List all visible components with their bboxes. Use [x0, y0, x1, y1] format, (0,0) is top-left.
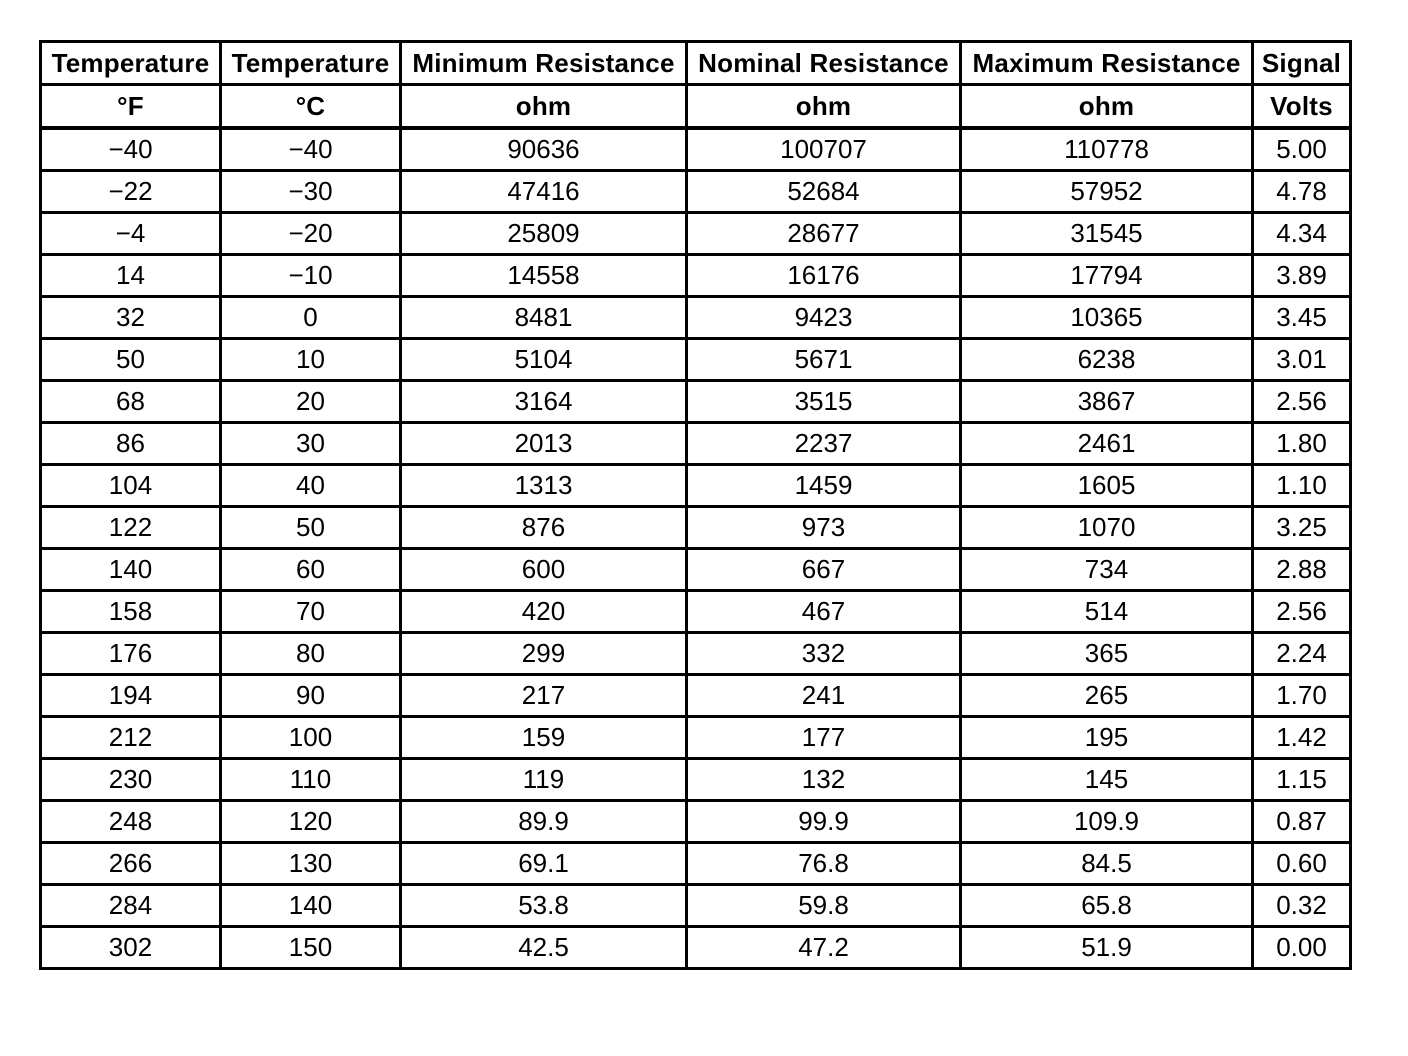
header-nominal-resistance: Nominal Resistance [687, 42, 961, 85]
cell-signal-volts: 2.24 [1253, 633, 1351, 675]
cell-min-resistance: 89.9 [401, 801, 687, 843]
cell-temperature-f: 86 [41, 423, 221, 465]
cell-min-resistance: 90636 [401, 128, 687, 171]
cell-signal-volts: 3.45 [1253, 297, 1351, 339]
cell-temperature-c: 80 [221, 633, 401, 675]
cell-min-resistance: 876 [401, 507, 687, 549]
table-row [41, 171, 1351, 213]
unit-ohm-min: ohm [401, 85, 687, 129]
cell-temperature-c: 20 [221, 381, 401, 423]
cell-temperature-c: 150 [221, 927, 401, 969]
cell-temperature-f: 302 [41, 927, 221, 969]
cell-max-resistance: 195 [961, 717, 1253, 759]
cell-signal-volts: 0.32 [1253, 885, 1351, 927]
cell-signal-volts: 5.00 [1253, 128, 1351, 171]
table-row [41, 801, 1351, 843]
cell-nominal-resistance: 100707 [687, 128, 961, 171]
header-maximum-resistance: Maximum Resistance [961, 42, 1253, 85]
cell-nominal-resistance: 99.9 [687, 801, 961, 843]
cell-signal-volts: 2.56 [1253, 591, 1351, 633]
cell-nominal-resistance: 667 [687, 549, 961, 591]
cell-min-resistance: 47416 [401, 171, 687, 213]
cell-nominal-resistance: 2237 [687, 423, 961, 465]
cell-signal-volts: 0.60 [1253, 843, 1351, 885]
cell-temperature-c: −20 [221, 213, 401, 255]
cell-nominal-resistance: 47.2 [687, 927, 961, 969]
table-row [41, 633, 1351, 675]
table-row [41, 339, 1351, 381]
cell-max-resistance: 51.9 [961, 927, 1253, 969]
unit-celsius: °C [221, 85, 401, 129]
cell-signal-volts: 2.88 [1253, 549, 1351, 591]
cell-temperature-c: 110 [221, 759, 401, 801]
table-row [41, 465, 1351, 507]
cell-max-resistance: 1070 [961, 507, 1253, 549]
header-signal: Signal [1253, 42, 1351, 85]
cell-temperature-f: 50 [41, 339, 221, 381]
cell-max-resistance: 110778 [961, 128, 1253, 171]
cell-min-resistance: 159 [401, 717, 687, 759]
cell-temperature-f: 176 [41, 633, 221, 675]
cell-temperature-c: 70 [221, 591, 401, 633]
cell-temperature-f: −4 [41, 213, 221, 255]
cell-temperature-f: 32 [41, 297, 221, 339]
table-row [41, 717, 1351, 759]
table-row [41, 297, 1351, 339]
header-temperature-c: Temperature [221, 42, 401, 85]
cell-min-resistance: 3164 [401, 381, 687, 423]
cell-nominal-resistance: 132 [687, 759, 961, 801]
cell-temperature-c: 40 [221, 465, 401, 507]
cell-min-resistance: 42.5 [401, 927, 687, 969]
cell-nominal-resistance: 3515 [687, 381, 961, 423]
header-name-row [41, 42, 1351, 85]
cell-signal-volts: 1.80 [1253, 423, 1351, 465]
cell-min-resistance: 8481 [401, 297, 687, 339]
cell-temperature-f: 158 [41, 591, 221, 633]
cell-nominal-resistance: 5671 [687, 339, 961, 381]
cell-signal-volts: 4.78 [1253, 171, 1351, 213]
cell-temperature-c: 90 [221, 675, 401, 717]
cell-nominal-resistance: 1459 [687, 465, 961, 507]
table-row [41, 549, 1351, 591]
cell-temperature-f: −22 [41, 171, 221, 213]
cell-max-resistance: 3867 [961, 381, 1253, 423]
temperature-resistance-table [39, 40, 1352, 970]
cell-max-resistance: 2461 [961, 423, 1253, 465]
cell-max-resistance: 65.8 [961, 885, 1253, 927]
cell-min-resistance: 1313 [401, 465, 687, 507]
cell-signal-volts: 3.25 [1253, 507, 1351, 549]
table-row [41, 591, 1351, 633]
cell-signal-volts: 1.10 [1253, 465, 1351, 507]
header-temperature-f: Temperature [41, 42, 221, 85]
cell-temperature-c: 130 [221, 843, 401, 885]
cell-signal-volts: 3.89 [1253, 255, 1351, 297]
cell-nominal-resistance: 332 [687, 633, 961, 675]
cell-temperature-f: −40 [41, 128, 221, 171]
cell-min-resistance: 2013 [401, 423, 687, 465]
cell-temperature-f: 140 [41, 549, 221, 591]
table-row [41, 759, 1351, 801]
cell-min-resistance: 217 [401, 675, 687, 717]
cell-nominal-resistance: 59.8 [687, 885, 961, 927]
table-row [41, 381, 1351, 423]
cell-temperature-f: 266 [41, 843, 221, 885]
cell-temperature-c: 120 [221, 801, 401, 843]
unit-ohm-max: ohm [961, 85, 1253, 129]
cell-max-resistance: 17794 [961, 255, 1253, 297]
table-row [41, 255, 1351, 297]
cell-signal-volts: 0.00 [1253, 927, 1351, 969]
cell-nominal-resistance: 76.8 [687, 843, 961, 885]
cell-min-resistance: 299 [401, 633, 687, 675]
cell-signal-volts: 1.42 [1253, 717, 1351, 759]
cell-max-resistance: 365 [961, 633, 1253, 675]
cell-temperature-c: −40 [221, 128, 401, 171]
unit-ohm-nominal: ohm [687, 85, 961, 129]
cell-signal-volts: 1.15 [1253, 759, 1351, 801]
table-row [41, 843, 1351, 885]
table-row [41, 927, 1351, 969]
cell-nominal-resistance: 52684 [687, 171, 961, 213]
cell-max-resistance: 31545 [961, 213, 1253, 255]
cell-temperature-f: 284 [41, 885, 221, 927]
cell-nominal-resistance: 973 [687, 507, 961, 549]
cell-min-resistance: 5104 [401, 339, 687, 381]
table-row [41, 675, 1351, 717]
cell-temperature-c: 140 [221, 885, 401, 927]
cell-temperature-c: 10 [221, 339, 401, 381]
unit-volts: Volts [1253, 85, 1351, 129]
cell-temperature-f: 248 [41, 801, 221, 843]
cell-min-resistance: 119 [401, 759, 687, 801]
table-row [41, 128, 1351, 171]
cell-temperature-f: 68 [41, 381, 221, 423]
cell-max-resistance: 734 [961, 549, 1253, 591]
cell-temperature-c: 100 [221, 717, 401, 759]
cell-max-resistance: 265 [961, 675, 1253, 717]
cell-max-resistance: 6238 [961, 339, 1253, 381]
cell-temperature-f: 194 [41, 675, 221, 717]
cell-min-resistance: 53.8 [401, 885, 687, 927]
cell-signal-volts: 1.70 [1253, 675, 1351, 717]
cell-nominal-resistance: 241 [687, 675, 961, 717]
cell-max-resistance: 1605 [961, 465, 1253, 507]
header-minimum-resistance: Minimum Resistance [401, 42, 687, 85]
cell-temperature-c: −30 [221, 171, 401, 213]
cell-temperature-c: 60 [221, 549, 401, 591]
cell-temperature-f: 122 [41, 507, 221, 549]
cell-temperature-c: 0 [221, 297, 401, 339]
cell-temperature-f: 104 [41, 465, 221, 507]
cell-nominal-resistance: 467 [687, 591, 961, 633]
table-row [41, 507, 1351, 549]
header-unit-row [41, 85, 1351, 129]
cell-min-resistance: 14558 [401, 255, 687, 297]
table-row [41, 213, 1351, 255]
table-body [41, 128, 1351, 969]
unit-fahrenheit: °F [41, 85, 221, 129]
cell-signal-volts: 0.87 [1253, 801, 1351, 843]
table-row [41, 423, 1351, 465]
cell-min-resistance: 69.1 [401, 843, 687, 885]
cell-temperature-f: 230 [41, 759, 221, 801]
cell-min-resistance: 25809 [401, 213, 687, 255]
cell-max-resistance: 84.5 [961, 843, 1253, 885]
cell-signal-volts: 3.01 [1253, 339, 1351, 381]
cell-nominal-resistance: 28677 [687, 213, 961, 255]
cell-nominal-resistance: 16176 [687, 255, 961, 297]
cell-min-resistance: 420 [401, 591, 687, 633]
cell-nominal-resistance: 177 [687, 717, 961, 759]
cell-max-resistance: 10365 [961, 297, 1253, 339]
cell-max-resistance: 145 [961, 759, 1253, 801]
table-header [41, 42, 1351, 129]
cell-max-resistance: 57952 [961, 171, 1253, 213]
cell-temperature-c: −10 [221, 255, 401, 297]
cell-max-resistance: 109.9 [961, 801, 1253, 843]
cell-signal-volts: 2.56 [1253, 381, 1351, 423]
table-row [41, 885, 1351, 927]
cell-max-resistance: 514 [961, 591, 1253, 633]
cell-temperature-f: 14 [41, 255, 221, 297]
cell-nominal-resistance: 9423 [687, 297, 961, 339]
cell-temperature-f: 212 [41, 717, 221, 759]
cell-temperature-c: 30 [221, 423, 401, 465]
cell-min-resistance: 600 [401, 549, 687, 591]
cell-signal-volts: 4.34 [1253, 213, 1351, 255]
cell-temperature-c: 50 [221, 507, 401, 549]
